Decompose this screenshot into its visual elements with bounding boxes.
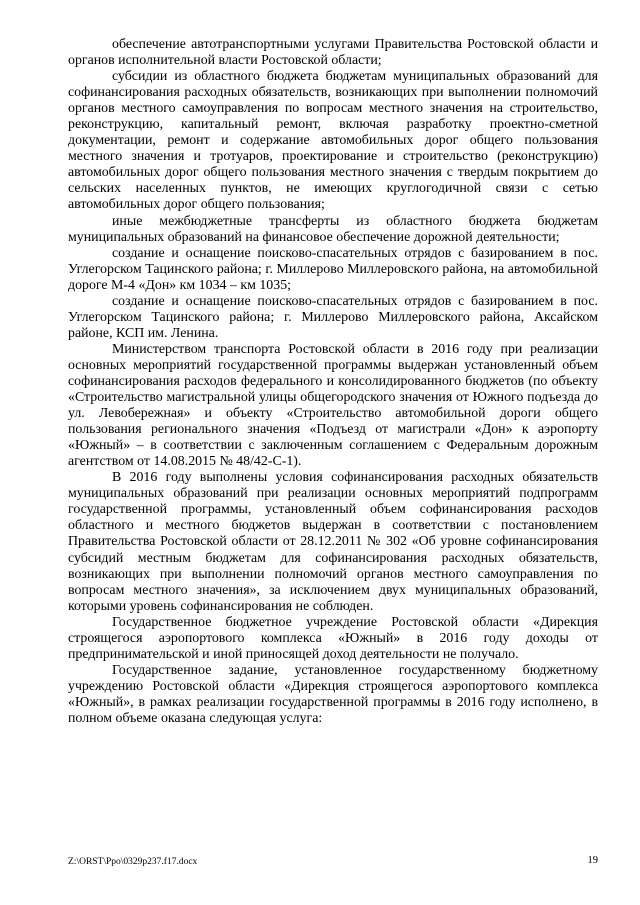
paragraph-2: субсидии из областного бюджета бюджетам муниципальных образований для софинансирования расходных обязательств, возникающих при выполнении полномочий органов местного самоуправления по вопросам местного значения на строительство, реконструкцию, капитальный ремонт, включая разработку проектно-сметной документации, ремонт и содержание автомобильных дорог общего пользования местного значения и тротуаров, проектирование и строительство (реконструкцию) автомобильных дорог общего пользования местного значения с твердым покрытием до сельских населенных пунктов, не имеющих круглогодичной связи с сетью автомобильных дорог общего пользования; — [68, 69, 598, 213]
paragraph-7: В 2016 году выполнены условия софинансирования расходных обязательств муниципальных образований при реализации основных мероприятий подпрограмм государственной программы, установленный объем софинансирования расходов областного и местного бюджетов выдержан в соответствии с постановлением Правительства Ростовской области от 28.12.2011 № 302 «Об уровне софинансирования субсидий местным бюджетам для софинансирования расходных обязательств, возникающих при выполнении полномочий органов местного самоуправления по вопросам местного значения», за исключением двух муниципальных образований, которыми уровень софинансирования не соблюден. — [68, 470, 598, 614]
paragraph-9: Государственное задание, установленное государственному бюджетному учреждению Ростовской области «Дирекция строящегося аэропортового комплекса «Южный», в рамках реализации государственной программы в 2016 году исполнено, в полном объеме оказана следующая услуга: — [68, 662, 598, 726]
paragraph-4: создание и оснащение поисково-спасательных отрядов с базированием в пос. Углегорском Тацинского района; г. Миллерово Миллеровского района, на автомобильной дороге М-4 «Дон» км 1034 – км 1035; — [68, 245, 598, 293]
body-text — [68, 37, 598, 727]
footer-file-path: Z:\ORST\Ppo\0329p237.f17.docx — [68, 857, 198, 867]
paragraph-6: Министерством транспорта Ростовской области в 2016 году при реализации основных мероприятий государственной программы выдержан установленный объем софинансирования расходов федерального и консолидированного бюджетов (по объекту «Строительство магистральной улицы общегородского значения от Южного подъезда до ул. Левобережная» и объекту «Строительство автомобильной дороги общего пользования регионального значения «Подъезд от магистрали «Дон» к аэропорту «Южный» – в соответствии с заключенным соглашением с Федеральным дорожным агентством от 14.08.2015 № 48/42-С-1). — [68, 341, 598, 470]
paragraph-8: Государственное бюджетное учреждение Ростовской области «Дирекция строящегося аэропортового комплекса «Южный» в 2016 году доходы от предпринимательской и иной приносящей доход деятельности не получало. — [68, 614, 598, 662]
paragraph-1: обеспечение автотранспортными услугами Правительства Ростовской области и органов исполнительной власти Ростовской области; — [68, 37, 598, 69]
page-number: 19 — [587, 855, 598, 866]
paragraph-3: иные межбюджетные трансферты из областного бюджета бюджетам муниципальных образований на финансовое обеспечение дорожной деятельности; — [68, 213, 598, 245]
paragraph-5: создание и оснащение поисково-спасательных отрядов с базированием в пос. Углегорском Тацинского района; г. Миллерово Миллеровского района, Аксайском районе, КСП им. Ленина. — [68, 293, 598, 341]
